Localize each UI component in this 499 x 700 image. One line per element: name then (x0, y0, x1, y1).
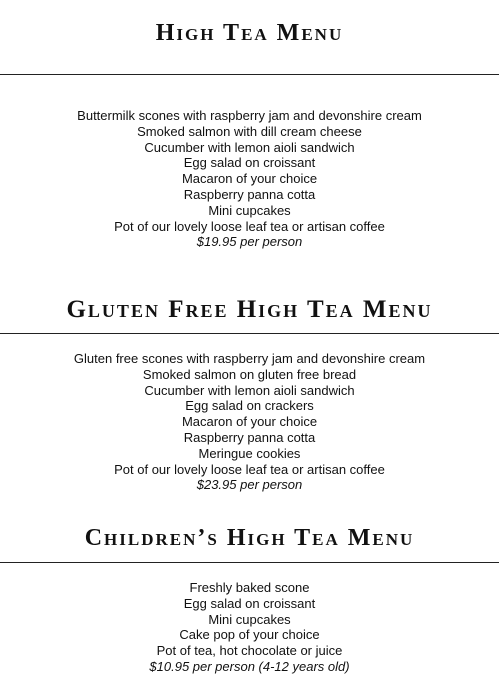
menu-item: Egg salad on croissant (183, 155, 316, 171)
menu-item: Freshly baked scone (189, 580, 310, 595)
gluten-free-item-list (0, 351, 499, 493)
menu-item: Macaron of your choice (181, 414, 318, 430)
menu-item: Egg salad on croissant (183, 595, 316, 611)
menu-item: Raspberry panna cotta (183, 429, 316, 445)
menu-item: Smoked salmon on gluten free bread (142, 366, 357, 382)
menu-item: Cucumber with lemon aioli sandwich (144, 382, 355, 398)
menu-item: Pot of tea, hot chocolate or juice (156, 643, 343, 659)
menu-item: Smoked salmon with dill cream cheese (137, 123, 362, 139)
menu-item: Cake pop of your choice (179, 627, 320, 643)
childrens-item-list (0, 580, 499, 675)
menu-item: Buttermilk scones with raspberry jam and devonshire cream (77, 108, 422, 123)
menu-item: Gluten free scones with raspberry jam and devonshire cream (73, 351, 426, 366)
childrens-menu-title: Children’s High Tea Menu (84, 525, 415, 551)
high-tea-price: $19.95 per person (196, 234, 303, 250)
gluten-free-menu-title: Gluten Free High Tea Menu (66, 296, 433, 323)
menu-item: Egg salad on crackers (185, 398, 314, 414)
high-tea-item-list (0, 108, 499, 250)
menu-item: Raspberry panna cotta (183, 186, 316, 202)
childrens-divider (0, 562, 499, 563)
menu-item: Pot of our lovely loose leaf tea or artisan coffee (114, 218, 385, 234)
childrens-price: $10.95 per person (4-12 years old) (149, 658, 350, 674)
menu-item: Macaron of your choice (181, 171, 318, 187)
gluten-free-price: $23.95 per person (196, 477, 303, 493)
menu-item: Meringue cookies (198, 445, 301, 461)
menu-item: Pot of our lovely loose leaf tea or artisan coffee (114, 461, 385, 477)
high-tea-menu-title: High Tea Menu (155, 20, 344, 46)
gluten-free-divider (0, 333, 499, 334)
menu-item: Mini cupcakes (208, 202, 291, 218)
menu-item: Mini cupcakes (208, 611, 291, 627)
menu-item: Cucumber with lemon aioli sandwich (144, 139, 355, 155)
high-tea-divider (0, 74, 499, 75)
